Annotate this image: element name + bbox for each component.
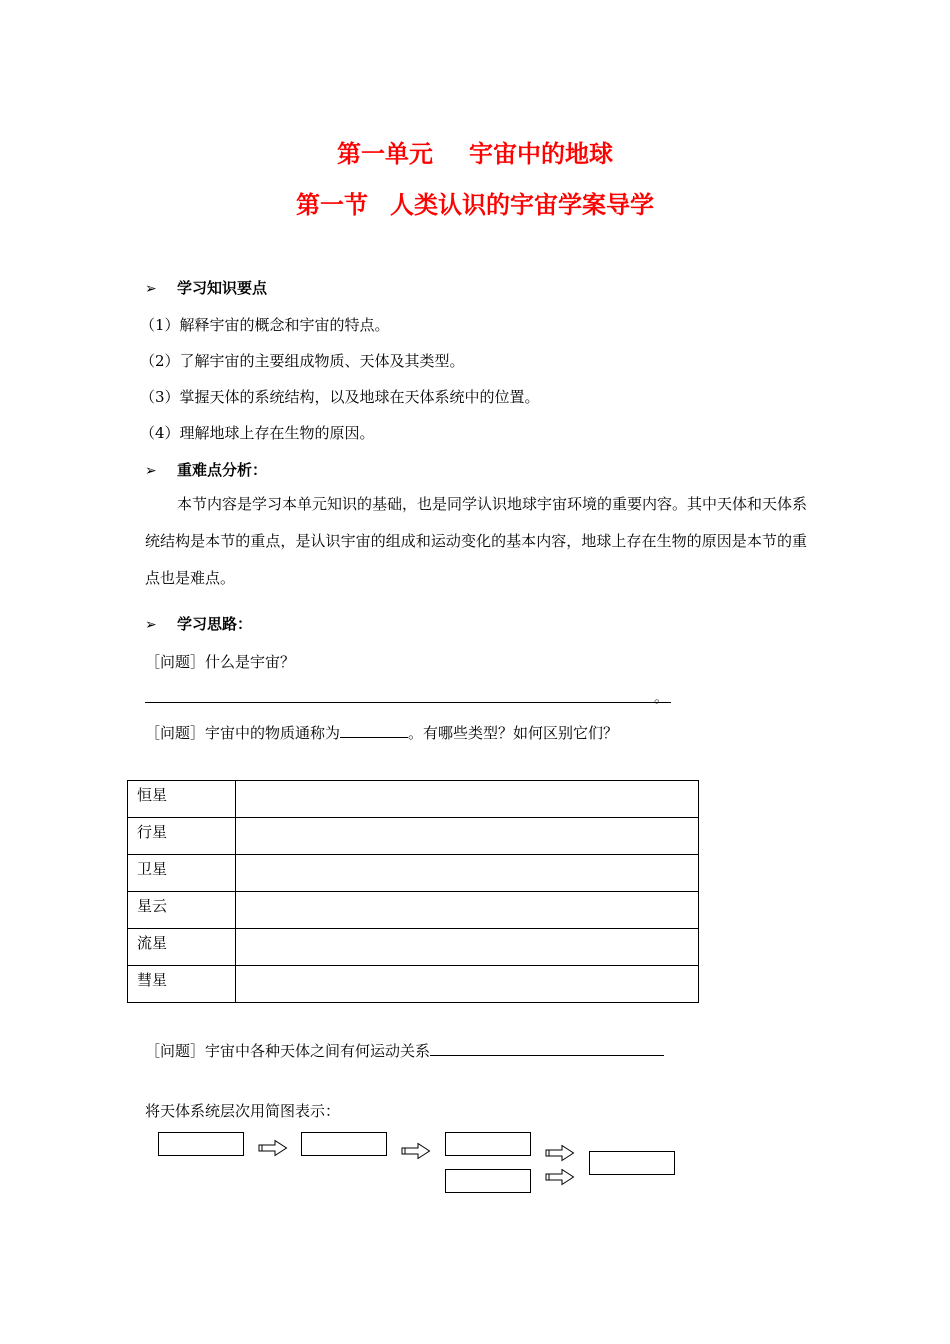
hierarchy-box-1[interactable] xyxy=(158,1132,244,1156)
blank-matter-name[interactable] xyxy=(340,723,408,738)
type-name: 星云 xyxy=(128,892,236,929)
type-name: 流星 xyxy=(128,929,236,966)
unit-prefix: 第一单元 xyxy=(337,140,433,168)
key-point-2: （2）了解宇宙的主要组成物质、天体及其类型。 xyxy=(140,352,465,370)
hierarchy-box-3a[interactable] xyxy=(445,1132,531,1156)
answer-line-1[interactable] xyxy=(145,702,671,703)
question-1: ［问题］什么是宇宙？ xyxy=(145,653,296,671)
key-point-4: （4）理解地球上存在生物的原因。 xyxy=(140,424,375,442)
diagram-caption: 将天体系统层次用简图表示： xyxy=(145,1102,341,1120)
type-description-cell[interactable] xyxy=(236,892,699,929)
right-arrow-icon xyxy=(401,1142,431,1160)
table-row xyxy=(128,818,699,855)
right-arrow-icon xyxy=(545,1144,575,1162)
section-name: 人类认识的宇宙学案导学 xyxy=(390,191,654,219)
right-arrow-icon xyxy=(545,1168,575,1186)
table-row xyxy=(128,966,699,1003)
type-name: 卫星 xyxy=(128,855,236,892)
table-row xyxy=(128,781,699,818)
key-point-1: （1）解释宇宙的概念和宇宙的特点。 xyxy=(140,316,390,334)
approach-heading: ➢ 学习思路： xyxy=(145,615,253,633)
question-2: ［问题］宇宙中的物质通称为 。有哪些类型？如何区别它们？ xyxy=(145,724,619,742)
key-points-heading: ➢ 学习知识要点 xyxy=(145,279,268,297)
hierarchy-box-4[interactable] xyxy=(589,1151,675,1175)
section-title xyxy=(0,185,950,220)
type-description-cell[interactable] xyxy=(236,855,699,892)
arrow-bullet-icon: ➢ xyxy=(145,463,157,479)
section-prefix: 第一节 xyxy=(296,191,368,219)
type-name: 行星 xyxy=(128,818,236,855)
celestial-types-table xyxy=(127,780,699,1003)
hierarchy-box-3b[interactable] xyxy=(445,1169,531,1193)
table-row xyxy=(128,892,699,929)
type-description-cell[interactable] xyxy=(236,818,699,855)
type-description-cell[interactable] xyxy=(236,929,699,966)
type-name: 彗星 xyxy=(128,966,236,1003)
arrow-bullet-icon: ➢ xyxy=(145,281,157,297)
type-name: 恒星 xyxy=(128,781,236,818)
difficulty-heading: ➢ 重难点分析： xyxy=(145,461,268,479)
table-row xyxy=(128,929,699,966)
key-point-3: （3）掌握天体的系统结构，以及地球在天体系统中的位置。 xyxy=(140,388,540,406)
answer-line-end: 。 xyxy=(654,688,670,706)
arrow-bullet-icon: ➢ xyxy=(145,617,157,633)
difficulty-paragraph: 本节内容是学习本单元知识的基础，也是同学认识地球宇宙环境的重要内容。其中天体和天体系统结构是本节的重点，是认识宇宙的组成和运动变化的基本内容，地球上存在生物的原因是本节的重点也是难点。 xyxy=(145,495,808,587)
unit-name: 宇宙中的地球 xyxy=(469,140,613,168)
type-description-cell[interactable] xyxy=(236,966,699,1003)
type-description-cell[interactable] xyxy=(236,781,699,818)
question-3: ［问题］宇宙中各种天体之间有何运动关系 xyxy=(145,1040,664,1061)
blank-motion-relation[interactable] xyxy=(430,1041,664,1056)
unit-title xyxy=(0,134,950,169)
hierarchy-box-2[interactable] xyxy=(301,1132,387,1156)
table-row xyxy=(128,855,699,892)
right-arrow-icon xyxy=(258,1139,288,1157)
